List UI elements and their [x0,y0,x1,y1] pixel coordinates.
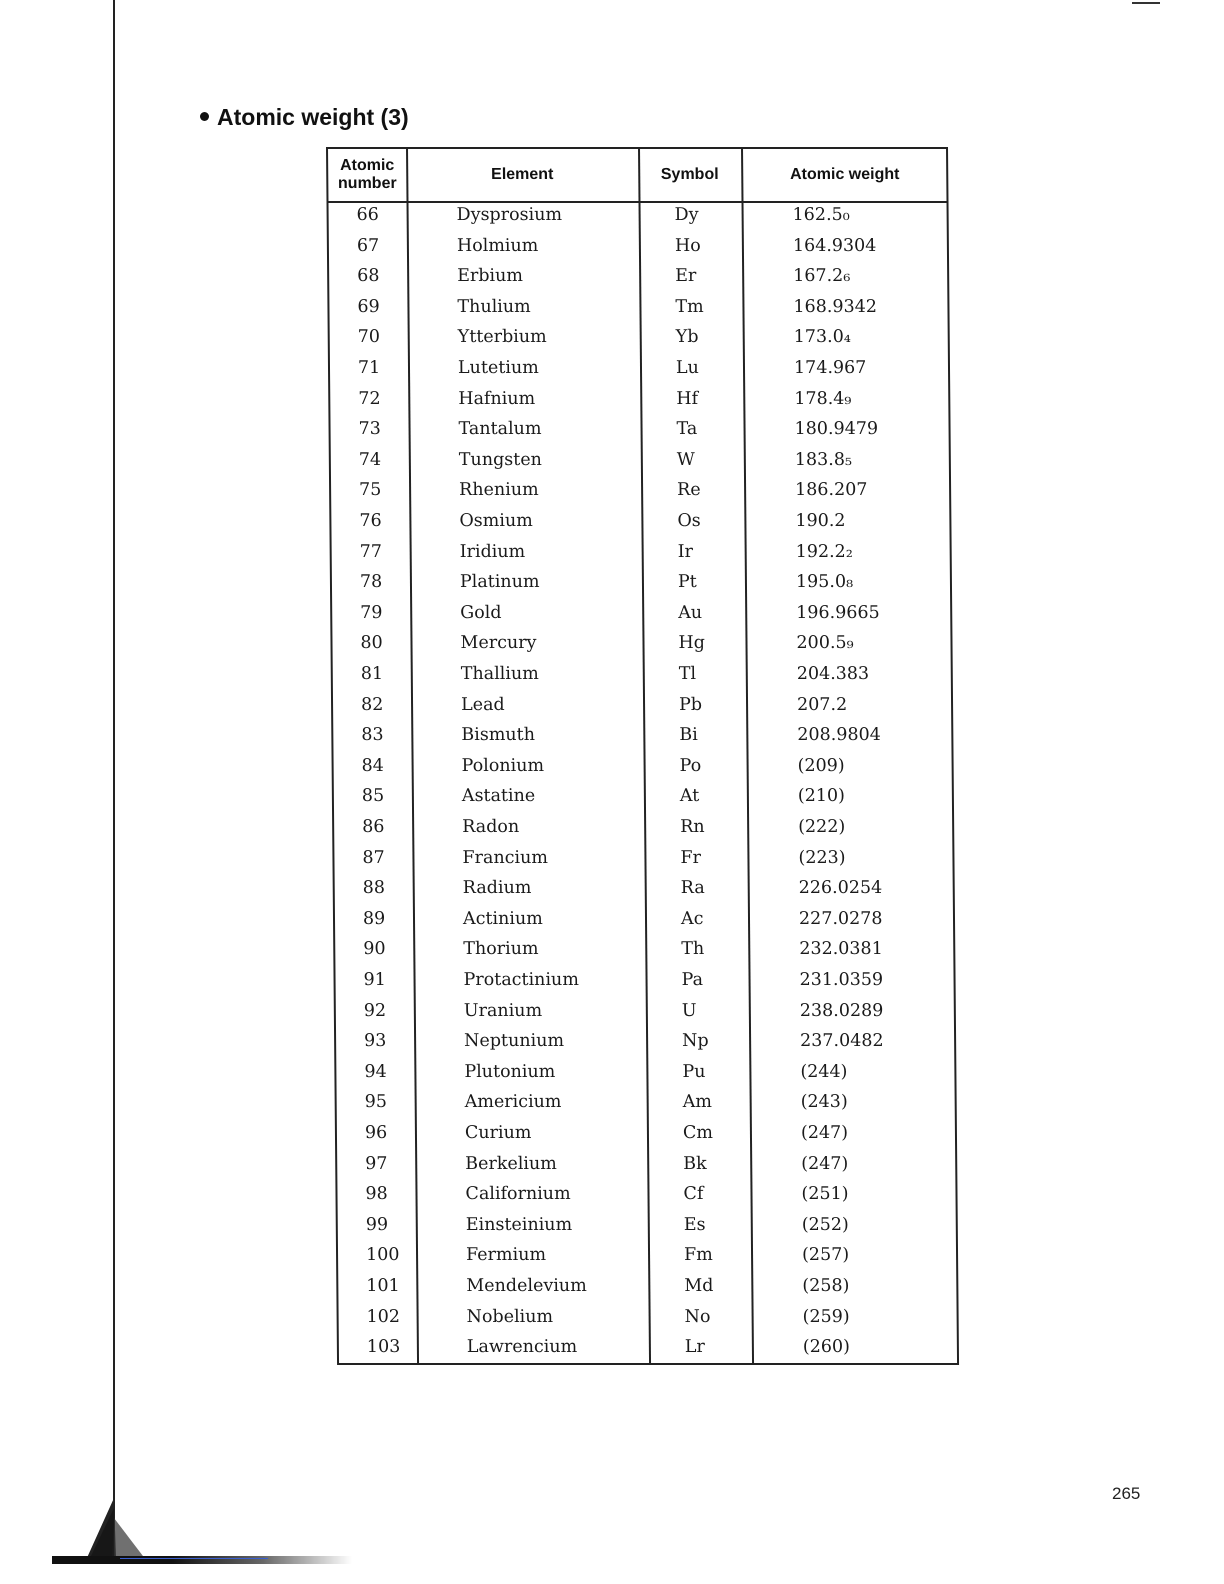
element-symbol-cell: Bk [683,1153,707,1174]
element-symbol-cell: Es [683,1214,706,1235]
atomic-weight-cell: 168.9342 [793,296,878,317]
atomic-weight-cell: 186.207 [795,480,868,501]
atomic-weight-cell: (259) [802,1306,850,1327]
atomic-weight-cell: 232.0381 [799,939,883,960]
atomic-weight-cell: 204.383 [796,664,870,684]
table-row [331,509,949,540]
element-symbol-cell: Au [678,602,703,623]
atomic-weight-cell: (244) [800,1061,848,1082]
element-symbol-cell: Fr [680,847,702,868]
table-row [335,937,953,968]
page-number: 265 [1112,1484,1141,1503]
element-name-cell: Erbium [457,266,524,287]
element-name-cell: Polonium [461,755,545,776]
table-row [338,1213,956,1244]
atomic-weight-cell: 195.0₈ [795,572,854,593]
table-row [330,356,948,387]
atomic-number-cell: 77 [359,541,383,562]
element-name-cell: Radium [462,878,532,899]
atomic-weight-cell: (247) [800,1123,849,1143]
header-atomic-number-line2: number [337,175,397,192]
table-row [337,1090,955,1121]
table-row [337,1121,955,1152]
element-name-cell: Uranium [463,1000,543,1021]
atomic-number-cell: 83 [361,725,384,746]
atomic-weight-cell: 167.2₆ [793,266,851,287]
element-name-cell: Astatine [461,786,536,807]
table-row [332,570,950,601]
atomic-number-cell: 87 [362,847,385,868]
table-row [329,264,947,295]
atomic-weight-cell: 164.9304 [792,235,877,256]
atomic-number-cell: 79 [360,602,383,623]
element-symbol-cell: Ho [674,235,701,256]
table-row [337,1152,955,1183]
element-symbol-cell: W [676,449,695,470]
element-name-cell: Thulium [457,296,531,317]
element-name-cell: Holmium [456,235,539,256]
element-symbol-cell: Po [679,755,702,776]
atomic-weight-cell: 237.0482 [800,1031,884,1052]
element-symbol-cell: Cf [683,1184,704,1205]
element-name-cell: Hafnium [458,388,536,409]
atomic-number-cell: 103 [366,1337,401,1358]
element-name-cell: Fermium [465,1245,547,1266]
atomic-number-cell: 82 [360,694,384,715]
atomic-number-cell: 94 [364,1061,387,1082]
element-symbol-cell: Dy [674,205,699,225]
atomic-weight-cell: (252) [801,1214,849,1235]
element-name-cell: Tantalum [458,419,542,440]
element-symbol-cell: Pb [678,694,703,715]
atomic-number-cell: 71 [357,358,381,378]
table-row [330,387,948,418]
atomic-number-cell: 75 [359,480,382,501]
atomic-weight-cell: (258) [802,1276,850,1296]
element-symbol-cell: Hf [676,388,699,409]
atomic-weight-cell: (210) [797,786,846,807]
atomic-number-cell: 97 [365,1153,388,1174]
atomic-number-cell: 92 [363,1000,387,1021]
atomic-weight-cell: (251) [801,1184,849,1205]
atomic-number-cell: 78 [359,572,383,593]
table-row [338,1243,956,1274]
header-atomic-weight: Atomic weight [790,166,900,183]
element-name-cell: Protactinium [463,970,579,990]
atomic-weight-cell: (243) [800,1092,848,1113]
element-name-cell: Thallium [460,664,539,684]
table-row [331,448,949,479]
element-symbol-cell: Lr [684,1337,705,1358]
element-symbol-cell: Th [681,939,705,960]
element-name-cell: Thorium [463,939,539,960]
atomic-weight-cell: 226.0254 [798,878,883,899]
atomic-weight-cell: 174.967 [793,358,867,378]
element-symbol-cell: Ta [676,419,698,440]
atomic-number-cell: 86 [362,817,385,837]
element-symbol-cell: Pa [681,970,704,990]
table-row [335,968,953,999]
atomic-number-cell: 85 [361,786,385,807]
atomic-weight-cell: 196.9665 [796,602,880,623]
atomic-weight-cell: (223) [798,847,846,868]
table-row [336,1060,954,1091]
element-symbol-cell: Tm [675,296,704,317]
table-body [329,203,958,1363]
binding-flare [86,1498,146,1560]
element-symbol-cell: Hg [678,633,706,654]
table-row [329,295,947,326]
element-symbol-cell: Pu [682,1061,706,1082]
atomic-number-cell: 84 [361,755,384,776]
atomic-number-cell: 90 [363,939,386,960]
element-name-cell: Berkelium [465,1153,557,1174]
element-symbol-cell: Fm [683,1245,713,1266]
atomic-number-cell: 99 [365,1214,389,1235]
atomic-number-cell: 81 [360,664,384,684]
element-symbol-cell: Tl [678,664,697,684]
element-name-cell: Einsteinium [465,1214,573,1235]
table-row [336,999,954,1030]
table-row [338,1274,956,1305]
table-row [335,876,953,907]
header-atomic-number-line1: Atomic [339,157,395,174]
atomic-number-cell: 98 [365,1184,388,1205]
atomic-number-cell: 74 [358,449,382,470]
atomic-weight-cell: (209) [797,755,845,776]
element-name-cell: Lead [460,694,505,715]
atomic-weight-cell: (222) [798,817,846,837]
table-row [330,325,948,356]
header-element: Element [491,166,554,183]
element-symbol-cell: No [684,1306,711,1327]
atomic-weight-cell: 207.2 [796,694,848,715]
table-row [334,846,952,877]
atomic-number-cell: 95 [364,1092,388,1113]
atomic-weight-cell: 178.4₉ [794,388,852,409]
atomic-weight-cell: (257) [801,1245,850,1266]
atomic-number-cell: 66 [356,205,379,225]
element-symbol-cell: Ir [677,541,694,562]
table-row [335,907,953,938]
binding-edge [113,0,115,1560]
element-symbol-cell: Bi [679,725,698,746]
element-name-cell: Tungsten [458,449,542,470]
atomic-weight-cell: 200.5₉ [796,633,854,654]
atomic-number-cell: 89 [362,908,386,929]
element-symbol-cell: U [681,1000,697,1021]
table-row [334,754,952,785]
table-row [334,784,952,815]
bottom-rule [120,1558,268,1559]
table-row [337,1182,955,1213]
element-symbol-cell: Yb [675,327,699,348]
element-symbol-cell: Rn [680,817,705,837]
atomic-number-cell: 72 [358,388,381,409]
element-name-cell: Plutonium [464,1061,556,1082]
element-name-cell: Gold [460,602,502,623]
table-row [333,723,951,754]
atomic-number-cell: 91 [363,970,386,990]
table-row [332,540,950,571]
scan-mark [1132,2,1160,4]
table-row [331,478,949,509]
element-name-cell: Mercury [460,633,537,654]
element-symbol-cell: Re [677,480,701,501]
atomic-number-cell: 96 [364,1123,388,1143]
element-symbol-cell: Ra [680,878,705,899]
atomic-weight-cell: 231.0359 [799,970,884,990]
element-symbol-cell: Pt [677,572,697,593]
element-symbol-cell: Np [682,1031,709,1052]
element-name-cell: Platinum [459,572,540,593]
element-name-cell: Californium [465,1184,571,1205]
header-symbol: Symbol [660,166,719,183]
element-name-cell: Curium [464,1123,532,1143]
element-symbol-cell: Ac [680,908,704,929]
element-name-cell: Radon [462,817,520,837]
atomic-weight-cell: 227.0278 [798,908,883,929]
atomic-weight-cell: (247) [801,1153,849,1174]
table-row [329,234,947,265]
element-name-cell: Neptunium [464,1031,565,1052]
element-symbol-cell: Er [675,266,697,287]
element-name-cell: Bismuth [461,725,536,746]
table-row [332,631,950,662]
table-row [329,203,947,234]
element-symbol-cell: Lu [675,358,700,378]
element-name-cell: Lutetium [457,358,539,378]
atomic-number-cell: 80 [360,633,383,654]
element-name-cell: Iridium [459,541,526,562]
element-name-cell: Ytterbium [457,327,547,348]
atomic-weight-cell: 180.9479 [794,419,879,440]
element-name-cell: Mendelevium [466,1276,587,1296]
table-row [333,662,951,693]
element-name-cell: Rhenium [459,480,539,501]
element-name-cell: Francium [462,847,549,868]
element-symbol-cell: Os [677,511,701,531]
atomic-number-cell: 88 [362,878,386,899]
table-row [330,417,948,448]
atomic-number-cell: 69 [357,296,380,317]
atomic-weight-cell: 162.5₀ [792,205,850,225]
header-atomic-number [328,149,406,201]
atomic-weight-cell: 238.0289 [799,1000,884,1021]
atomic-number-cell: 101 [366,1276,400,1296]
atomic-weight-cell: 183.8₅ [794,449,853,470]
atomic-weight-cell: 192.2₂ [795,541,853,562]
atomic-number-cell: 76 [359,511,382,531]
atomic-number-cell: 70 [357,327,381,348]
table-row [339,1335,957,1366]
element-name-cell: Nobelium [466,1306,554,1327]
atomic-number-cell: 73 [358,419,381,440]
element-symbol-cell: At [679,786,700,807]
table-row [333,693,951,724]
table-row [334,815,952,846]
element-symbol-cell: Cm [682,1123,714,1143]
element-name-cell: Lawrencium [466,1337,578,1358]
element-name-cell: Osmium [459,511,533,531]
atomic-number-cell: 93 [364,1031,387,1052]
element-symbol-cell: Md [684,1276,714,1296]
atomic-number-cell: 67 [356,235,380,256]
page-title-text: Atomic weight (3) [217,104,409,130]
atomic-weight-cell: 190.2 [795,511,846,531]
bullet-icon [200,112,209,121]
atomic-number-cell: 68 [357,266,380,287]
atomic-weight-table [326,147,959,1365]
atomic-weight-cell: 208.9804 [797,725,881,746]
page-title [200,104,409,131]
element-name-cell: Americium [464,1092,562,1113]
element-name-cell: Actinium [462,908,543,929]
atomic-number-cell: 100 [365,1245,400,1266]
table-row [336,1029,954,1060]
element-symbol-cell: Am [682,1092,712,1113]
table-row [339,1305,957,1336]
atomic-weight-cell: (260) [802,1337,851,1358]
atomic-number-cell: 102 [366,1306,401,1327]
atomic-weight-cell: 173.0₄ [793,327,851,348]
table-row [332,601,950,632]
element-name-cell: Dysprosium [456,205,563,225]
